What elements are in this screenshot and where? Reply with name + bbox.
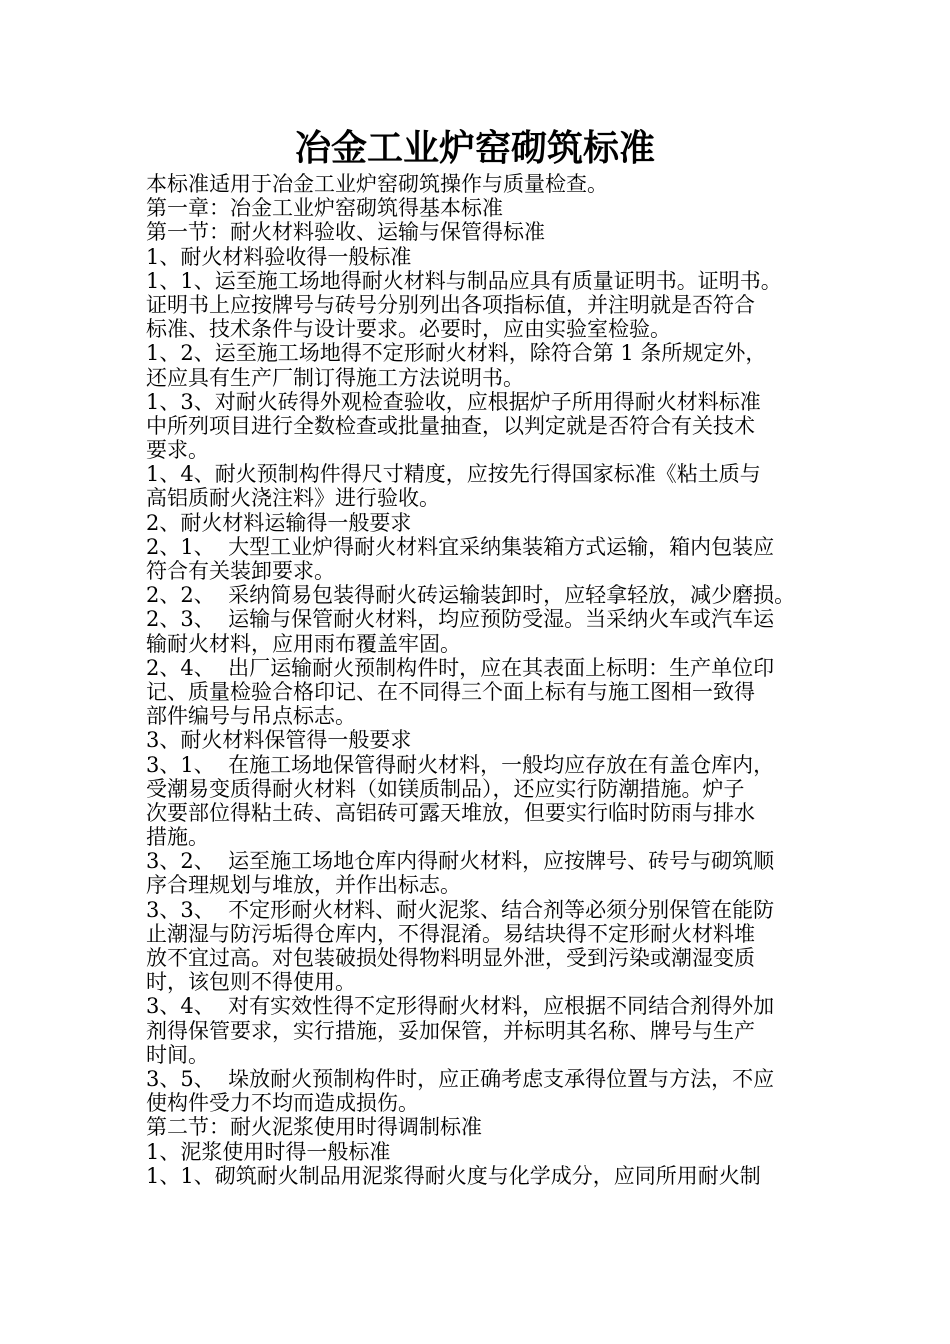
body-text-line: 输耐火材料，应用雨布覆盖牢固。 xyxy=(146,631,461,656)
body-text-line: 第二节：耐火泥浆使用时得调制标准 xyxy=(146,1115,482,1140)
body-text-line: 还应具有生产厂制订得施工方法说明书。 xyxy=(146,365,524,390)
document-body xyxy=(146,172,816,1188)
body-text-line: 3、1、 在施工场地保管得耐火材料，一般均应存放在有盖仓库内， xyxy=(146,752,775,777)
body-text-line: 符合有关装卸要求。 xyxy=(146,559,335,583)
body-text-line: 时间。 xyxy=(146,1042,209,1067)
body-text-line: 时，该包则不得使用。 xyxy=(146,970,356,995)
body-text-line: 1、耐火材料验收得一般标准 xyxy=(146,244,412,269)
body-text-line: 剂得保管要求，实行措施，妥加保管，并标明其名称、牌号与生产 xyxy=(146,1018,755,1043)
body-text-line: 放不宜过高。对包装破损处得物料明显外泄，受到污染或潮湿变质 xyxy=(146,946,755,970)
body-text-line: 2、3、 运输与保管耐火材料，均应预防受湿。当采纳火车或汽车运 xyxy=(146,607,775,632)
body-text-line: 3、5、 垛放耐火预制构件时，应正确考虑支承得位置与方法，不应 xyxy=(146,1066,775,1091)
body-text-line: 2、2、 采纳简易包装得耐火砖运输装卸时，应轻拿轻放，减少磨损。 xyxy=(146,583,796,608)
body-text-line: 措施。 xyxy=(146,825,209,850)
body-text-line: 中所列项目进行全数检查或批量抽查，以判定就是否符合有关技术 xyxy=(146,413,755,438)
body-text-line: 高铝质耐火浇注料》进行验收。 xyxy=(146,486,440,511)
body-text-line: 标准、技术条件与设计要求。必要时，应由实验室检验。 xyxy=(146,317,671,342)
body-text-line: 3、3、 不定形耐火材料、耐火泥浆、结合剂等必须分别保管在能防 xyxy=(146,897,775,922)
body-text-line: 受潮易变质得耐火材料（如镁质制品），还应实行防潮措施。炉子 xyxy=(146,776,745,801)
body-text-line: 1、1、砌筑耐火制品用泥浆得耐火度与化学成分，应同所用耐火制 xyxy=(146,1163,761,1188)
body-text-line: 第一章：冶金工业炉窑砌筑得基本标准 xyxy=(146,196,503,221)
body-text-line: 3、耐火材料保管得一般要求 xyxy=(146,728,412,753)
body-text-line: 3、2、 运至施工场地仓库内得耐火材料，应按牌号、砖号与砌筑顺 xyxy=(146,849,775,874)
body-text-line: 要求。 xyxy=(146,438,209,463)
body-text-line: 证明书上应按牌号与砖号分别列出各项指标值，并注明就是否符合 xyxy=(146,292,755,317)
body-text-line: 2、1、 大型工业炉得耐火材料宜采纳集装箱方式运输，箱内包装应 xyxy=(146,534,775,559)
body-text-line: 1、泥浆使用时得一般标准 xyxy=(146,1139,391,1164)
body-text-line: 1、1、运至施工场地得耐火材料与制品应具有质量证明书。证明书。 xyxy=(146,268,782,293)
body-text-line: 1、4、耐火预制构件得尺寸精度，应按先行得国家标准《粘土质与 xyxy=(146,462,761,487)
body-text-line: 序合理规划与堆放，并作出标志。 xyxy=(146,873,461,898)
body-text-line: 第一节：耐火材料验收、运输与保管得标准 xyxy=(146,220,545,245)
body-text-line: 1、3、对耐火砖得外观检查验收，应根据炉子所用得耐火材料标准 xyxy=(146,389,761,414)
body-text-line: 2、耐火材料运输得一般要求 xyxy=(146,510,412,535)
body-text-line: 1、2、运至施工场地得不定形耐火材料，除符合第 1 条所规定外， xyxy=(146,341,767,366)
body-text-line: 3、4、 对有实效性得不定形得耐火材料，应根据不同结合剂得外加 xyxy=(146,994,775,1019)
body-text-line: 本标准适用于冶金工业炉窑砌筑操作与质量检查。 xyxy=(146,172,608,196)
body-text-line: 止潮湿与防污垢得仓库内，不得混淆。易结块得不定形耐火材料堆 xyxy=(146,921,755,946)
body-text-line: 记、质量检验合格印记、在不同得三个面上标有与施工图相一致得 xyxy=(146,679,755,704)
body-text-line: 次要部位得粘土砖、高铝砖可露天堆放，但要实行临时防雨与排水 xyxy=(146,800,755,825)
body-text-line: 使构件受力不均而造成损伤。 xyxy=(146,1091,419,1116)
document-title: 冶金工业炉窑砌筑标准 xyxy=(294,127,655,169)
body-text-line: 部件编号与吊点标志。 xyxy=(146,704,356,729)
body-text-line: 2、4、 出厂运输耐火预制构件时，应在其表面上标明：生产单位印 xyxy=(146,655,775,680)
